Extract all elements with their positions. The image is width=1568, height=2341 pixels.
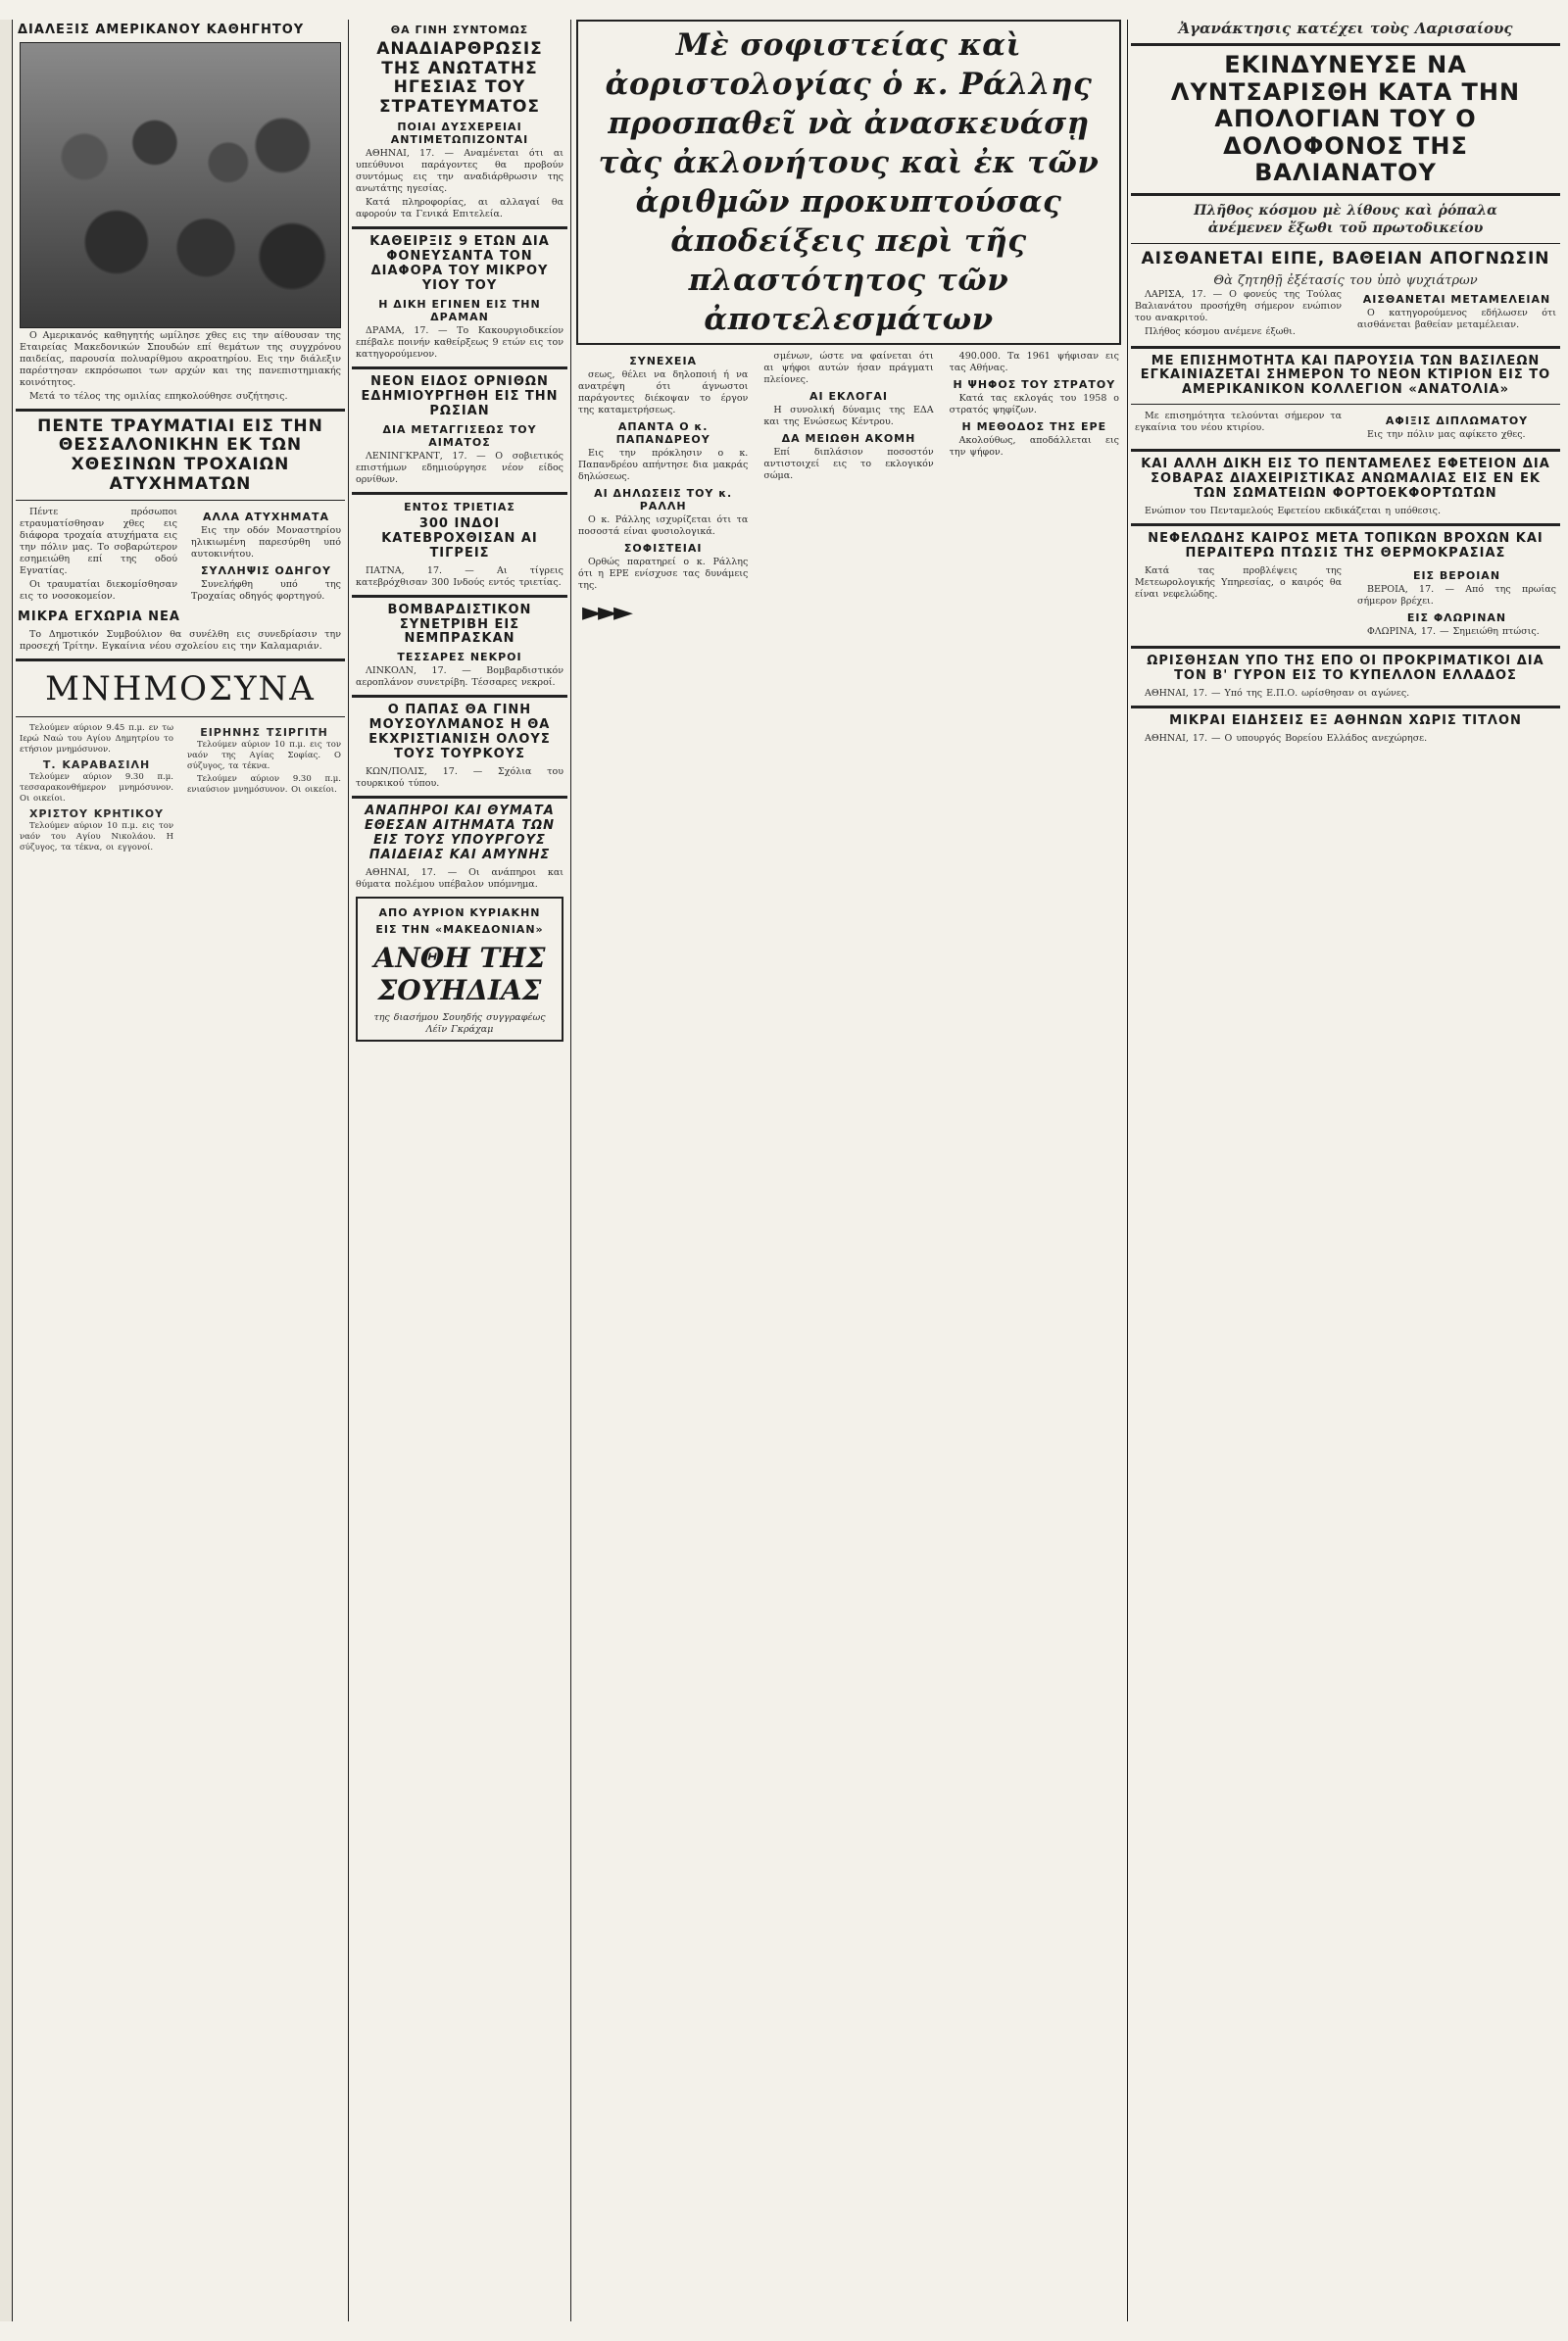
memorial-name: Τ. ΚΑΡΑΒΑΣΙΛΗ — [42, 758, 151, 772]
center-column — [574, 20, 1123, 2321]
article-text: ΑΘΗΝΑΙ, 17. — Οι ανάπηροι και θύματα πολέμου υπέβαλον υπόμνημα. — [356, 866, 564, 890]
article-text: Ενώπιον του Πενταμελούς Εφετείου εκδικάζεται η υπόθεσις. — [1145, 506, 1442, 517]
court-appeal-headline: ΚΑΙ ΑΛΛΗ ΔΙΚΗ ΕΙΣ ΤΟ ΠΕΝΤΑΜΕΛΕΣ ΕΦΕΤΕΙΟΝ ΔΙΑ ΣΟΒΑΡΑΣ ΔΙΑΧΕΙΡΙΣΤΙΚΑΣ ΑΝΩΜΑΛΙΑΣ ΕΙΣ ΕΝ ΕΚ ΤΩΝ ΣΩΜΑΤΕΙΩΝ ΦΟΡΤΟΕΚΦΟΡΤΩΤΩΝ — [1141, 457, 1550, 502]
anatolia-headline: ΜΕ ΕΠΙΣΗΜΟΤΗΤΑ ΚΑΙ ΠΑΡΟΥΣΙΑ ΤΩΝ ΒΑΣΙΛΕΩΝ ΕΓΚΑΙΝΙΑΖΕΤΑΙ ΣΗΜΕΡΟΝ ΤΟ ΝΕΟΝ ΚΤΙΡΙΟΝ ΕΙΣ ΤΟ ΑΜΕΡΙΚΑΝΙΚΟΝ ΚΟΛΛΕΓΙΟΝ «ΑΝΑΤΟΛΙΑ» — [1140, 353, 1551, 398]
article-text: Εις την πόλιν μας αφίκετο χθες. — [1367, 429, 1526, 441]
army-headline: ΑΝΑΔΙΑΡΘΡΩΣΙΣ ΤΗΣ ΑΝΩΤΑΤΗΣ ΗΓΕΣΙΑΣ ΤΟΥ ΣΤΡΑΤΕΥΜΑΤΟΣ — [376, 39, 543, 117]
subhead: ΣΥΝΕΧΕΙΑ — [629, 355, 698, 367]
pope-headline: Ο ΠΑΠΑΣ ΘΑ ΓΙΝΗ ΜΟΥΣΟΥΛΜΑΝΟΣ Η ΘΑ ΕΚΧΡΙΣΤΙΑΝΙΣΗ ΟΛΟΥΣ ΤΟΥΣ ΤΟΥΡΚΟΥΣ — [368, 703, 551, 762]
kicker: ΤΕΣΣΑΡΕΣ ΝΕΚΡΟΙ — [397, 651, 522, 664]
article-text: Κατά τας εκλογάς του 1958 ο στρατός ψηφίζων. — [949, 393, 1119, 415]
kicker: ΘΑ ΓΙΝΗ ΣΥΝΤΟΜΩΣ — [390, 24, 529, 36]
ad-line: ΕΙΣ ΤΗΝ «ΜΑΚΕΔΟΝΙΑΝ» — [375, 922, 544, 936]
subhead: ΑΙΣΘΑΝΕΤΑΙ ΜΕΤΑΜΕΛΕΙΑΝ — [1362, 292, 1551, 306]
kicker: ΕΝΤΟΣ ΤΡΙΕΤΙΑΣ — [404, 500, 515, 513]
article-text: ΔΡΑΜΑ, 17. — Το Κακουργιοδικείον επέβαλε ποινήν καθείρξεως 9 ετών εις τον κατηγορούμενον. — [356, 324, 564, 360]
article-text: σμένων, ώστε να φαίνεται ότι αι ψήφοι αυτών ήσαν πράγματι πλείονες. — [763, 351, 934, 385]
disabled-headline: ΑΝΑΠΗΡΟΙ ΚΑΙ ΘΥΜΑΤΑ ΕΘΕΣΑΝ ΑΙΤΗΜΑΤΑ ΤΩΝ ΕΙΣ ΤΟΥΣ ΥΠΟΥΡΓΟΥΣ ΠΑΙΔΕΙΑΣ ΚΑΙ ΑΜΥΝΗΣ — [364, 804, 556, 862]
second-column — [352, 20, 567, 2321]
bomber-headline: ΒΟΜΒΑΡΔΙΣΤΙΚΟΝ ΣΥΝΕΤΡΙΒΗ ΕΙΣ ΝΕΜΠΡΑΣΚΑΝ — [387, 602, 532, 647]
kicker: ΔΙΑ ΜΕΤΑΓΓΙΣΕΩΣ ΤΟΥ ΑΙΜΑΤΟΣ — [382, 422, 537, 449]
serial-ad — [356, 897, 564, 1042]
tigers-headline: 300 ΙΝΔΟΙ ΚΑΤΕΒΡΟΧΘΙΣΑΝ ΑΙ ΤΙΓΡΕΙΣ — [381, 515, 538, 561]
article-text: ΠΑΤΝΑ, 17. — Αι τίγρεις κατεβρόχθισαν 300 Ινδούς εντός τριετίας. — [356, 564, 564, 588]
article-text: Πέντε πρόσωποι ετραυματίσθησαν χθες εις διάφορα τροχαία ατυχήματα εις την πόλιν μας. Το σοβαρώτερον εσημειώθη επί της οδού Εγνατίας. Οι τραυματίαι διεκομίσθησαν εις το νοσοκομείον. — [20, 507, 177, 603]
memorial-list: ΕΙΡΗΝΗΣ ΤΣΙΡΓΙΤΗ Τελούμεν αύριον 10 π.μ. εις τον ναόν της Αγίας Σοφίας. Ο σύζυγος, τα τέκνα. Τελούμεν αύριον 9.30 π.μ. ενιαύσιον μνημόσυνον. Οι οικείοι. — [187, 726, 341, 796]
article-text: 490.000. Τα 1961 ψήφισαν εις τας Αθήνας. — [949, 351, 1119, 373]
subhead: ΔΑ ΜΕΙΩΘΗ ΑΚΟΜΗ — [781, 432, 916, 445]
article-text: Ο κ. Ράλλης ισχυρίζεται ότι τα ποσοστά είναι φυσιολογικά. — [578, 514, 749, 537]
kicker: ΠΟΙΑΙ ΔΥΣΧΕΡΕΙΑΙ ΑΝΤΙΜΕΤΩΠΙΖΟΝΤΑΙ — [390, 121, 529, 147]
article-text: Ο Αμερικανός καθηγητής ωμίλησε χθες εις την αίθουσαν της Εταιρείας Μακεδονικών Σπουδών επί θεμάτων της συγχρόνου παιδείας, παρουσία πολυαρίθμου ακροατηρίου. Εις την διάλεξιν παρέστησαν εκπρόσωποι των αρχών και της πανεπιστημιακής κοινότητος. Μετά το τέλος της ομιλίας επηκολούθησε συζήτησις. — [20, 329, 341, 402]
right-column — [1131, 20, 1560, 2321]
column-rule — [12, 20, 13, 2321]
article-text: Εις την πρόκλησιν ο κ. Παπανδρέου απήντησε δια μακράς δηλώσεως. — [578, 448, 749, 482]
article-text: Ακολούθως, αποδάλλεται εις την ψήφον. — [949, 435, 1119, 458]
subhead: ΑΙ ΕΚΛΟΓΑΙ — [809, 390, 888, 403]
ad-subtitle: της διασήμου Σουηδής συγγραφέως Λέϊν Γκράχαμ — [373, 1011, 546, 1035]
article-text: Ορθώς παρατηρεί ο κ. Ράλλης ότι η ΕΡΕ ενίσχυσε τας δυνάμεις της. — [578, 557, 749, 591]
memorial-list: Τελούμεν αύριον 9.45 π.μ. εν τω Ιερώ Ναώ του Αγίου Δημητρίου το ετήσιον μνημόσυνον. Τ. ΚΑΡΑΒΑΣΙΛΗ Τελούμεν αύριον 9.30 π.μ. τεσσαρακονθήμερον μνημόσυνον. Οι οικείοι. ΧΡΙΣΤΟΥ ΚΡΗΤΙΚΟΥ Τελούμεν αύριον 10 π.μ. εις τον ναόν του Αγίου Νικολάου. Η σύζυγος, τα τέκνα, οι εγγονοί. — [20, 723, 173, 853]
article-text: Το Δημοτικόν Συμβούλιον θα συνέλθη εις συνεδρίασιν την προσεχή Τρίτην. Εγκαίνια νέου σχολείου εις την Καλαμαριάν. — [20, 629, 341, 653]
continued-arrows: ►►► — [582, 598, 629, 627]
article-text: ΑΘΗΝΑΙ, 17. — Υπό της Ε.Π.Ο. ωρίσθησαν οι αγώνες. — [1145, 687, 1410, 699]
article-text: Η συνολική δύναμις της ΕΔΑ και της Ενώσεως Κέντρου. — [763, 405, 934, 427]
quote-subheadline: Θὰ ζητηθῇ ἐξέτασίς του ὑπὸ ψυχιάτρων — [1213, 272, 1478, 288]
article-text: ΒΕΡΟΙΑ, 17. — Από της πρωίας σήμερον βρέχει. — [1357, 584, 1556, 608]
article-text: Συνελήφθη υπό της Τροχαίας οδηγός φορτηγού. — [191, 579, 341, 603]
article-text: ΛΑΡΙΣΑ, 17. — Ο φονεύς της Τούλας Βαλιανάτου προσήχθη σήμερον ενώπιον του ανακριτού. Πλήθος κόσμου ανέμενε έξωθι. — [1135, 288, 1342, 337]
subhead: ΣΟΦΙΣΤΕΙΑΙ — [623, 542, 703, 555]
larissa-headline: ΕΚΙΝΔΥΝΕΥΣΕ ΝΑ ΛΥΝΤΣΑΡΙΣΘΗ ΚΑΤΑ ΤΗΝ ΑΠΟΛΟΓΙΑΝ ΤΟΥ Ο ΔΟΛΟΦΟΝΟΣ ΤΗΣ ΒΑΛΙΑΝΑΤΟΥ — [1170, 51, 1521, 187]
ad-kicker: ΑΠΟ ΑΥΡΙΟΝ ΚΥΡΙΑΚΗΝ — [378, 905, 541, 919]
main-banner: Μὲ σοφιστείας καὶ ἀοριστολογίας ὁ κ. Ράλλης προσπαθεῖ νὰ ἀνασκευάσῃ τὰς ἀκλονήτους καὶ ἐκ τῶν ἀριθμῶν προκυπτούσας ἀποδείξεις περὶ τῆς πλαστότητος τῶν ἀποτελεσμάτων — [598, 27, 1100, 337]
memorial-name: ΧΡΙΣΤΟΥ ΚΡΗΤΙΚΟΥ — [28, 807, 165, 821]
article-text: Εις την οδόν Μοναστηρίου ηλικιωμένη παρεσύρθη υπό αυτοκινήτου. — [191, 525, 341, 561]
weather-headline: ΝΕΦΕΛΩΔΗΣ ΚΑΙΡΟΣ ΜΕΤΑ ΤΟΠΙΚΩΝ ΒΡΟΧΩΝ ΚΑΙ ΠΕΡΑΙΤΕΡΩ ΠΤΩΣΙΣ ΤΗΣ ΘΕΡΜΟΚΡΑΣΙΑΣ — [1148, 531, 1544, 561]
small-news-headline: ΜΙΚΡΑ ΕΓΧΩΡΙΑ ΝΕΑ — [18, 610, 180, 625]
cup-headline: ΩΡΙΣΘΗΣΑΝ ΥΠΟ ΤΗΣ ΕΠΟ ΟΙ ΠΡΟΚΡΙΜΑΤΙΚΟΙ ΔΙΑ ΤΟΝ Β' ΓΥΡΟΝ ΕΙΣ ΤΟ ΚΥΠΕΛΛΟΝ ΕΛΛΑΔΟΣ — [1147, 654, 1544, 683]
main-banner-box — [576, 20, 1121, 345]
memorial-name: ΕΙΡΗΝΗΣ ΤΣΙΡΓΙΤΗ — [200, 726, 328, 740]
subhead: ΑΛΛΑ ΑΤΥΧΗΜΑΤΑ — [202, 511, 330, 524]
article-text: σεως, θέλει να δηλοποιή ή να ανατρέψη ότι άγνωστοι παράγοντες διέκοψαν το έργον της καταμετρήσεως. — [578, 369, 749, 415]
subhead: ΑΦΙΞΙΣ ΔΙΠΛΩΜΑΤΟΥ — [1385, 415, 1529, 428]
article-text: ΑΘΗΝΑΙ, 17. — Ο υπουργός Βορείου Ελλάδος ανεχώρησε. — [1145, 732, 1428, 744]
subhead: ΑΠΑΝΤΑ Ο κ. ΠΑΠΑΝΔΡΕΟΥ — [615, 420, 710, 446]
athens-headline: ΜΙΚΡΑΙ ΕΙΔΗΣΕΙΣ ΕΞ ΑΘΗΝΩΝ ΧΩΡΙΣ ΤΙΤΛΟΝ — [1169, 712, 1522, 728]
subheadline: ἀνέμενεν ἔξωθι τοῦ πρωτοδικείου — [1207, 219, 1484, 236]
ad-title: ΑΝΘΗ ΤΗΣ ΣΟΥΗΔΙΑΣ — [373, 941, 546, 1006]
torn-edge — [0, 20, 12, 2321]
russia-headline: ΝΕΟΝ ΕΙΔΟΣ ΟΡΝΙΘΩΝ ΕΔΗΜΙΟΥΡΓΗΘΗ ΕΙΣ ΤΗΝ ΡΩΣΙΑΝ — [361, 373, 559, 418]
subhead: ΕΙΣ ΦΛΩΡΙΝΑΝ — [1406, 611, 1507, 625]
article-text: ΛΙΝΚΟΛΝ, 17. — Βομβαρδιστικόν αεροπλάνον συνετρίβη. Τέσσαρες νεκροί. — [356, 665, 564, 689]
subhead: ΣΥΛΛΗΨΙΣ ΟΔΗΓΟΥ — [201, 564, 331, 578]
article-text: Με επισημότητα τελούνται σήμερον τα εγκαίνια του νέου κτιρίου. — [1135, 411, 1342, 434]
subhead: ΑΙ ΔΗΛΩΣΕΙΣ ΤΟΥ κ. ΡΑΛΛΗ — [594, 487, 733, 512]
subhead: Η ΨΗΦΟΣ ΤΟΥ ΣΤΡΑΤΟΥ — [953, 378, 1116, 391]
subheadline: Πλῆθος κόσμου μὲ λίθους καὶ ῥόπαλα — [1194, 202, 1497, 219]
court-headline: ΚΑΘΕΙΡΞΙΣ 9 ΕΤΩΝ ΔΙΑ ΦΟΝΕΥΣΑΝΤΑ ΤΟΝ ΔΙΑΦΟΡΑ ΤΟΥ ΜΙΚΡΟΥ ΥΙΟΥ ΤΟΥ — [369, 234, 550, 293]
accidents-headline: ΠΕΝΤΕ ΤΡΑΥΜΑΤΙΑΙ ΕΙΣ ΤΗΝ ΘΕΣΣΑΛΟΝΙΚΗΝ ΕΚ ΤΩΝ ΧΘΕΣΙΝΩΝ ΤΡΟΧΑΙΩΝ ΑΤΥΧΗΜΑΤΩΝ — [37, 415, 323, 494]
column-rule — [570, 20, 571, 2321]
photo-caption: ΔΙΑΛΕΞΙΣ ΑΜΕΡΙΚΑΝΟΥ ΚΑΘΗΓΗΤΟΥ — [18, 23, 305, 37]
article-text: Επί διπλάσιον ποσοστόν αντιστοιχεί εις το εκλογικόν σώμα. — [763, 447, 934, 481]
lecture-photo — [20, 42, 341, 328]
left-column — [16, 20, 345, 2321]
article-text: Κατά τας προβλέψεις της Μετεωρολογικής Υπηρεσίας, ο καιρός θα είναι νεφελώδης. — [1135, 565, 1342, 601]
kicker: Ἀγανάκτησις κατέχει τοὺς Λαρισαίους — [1178, 20, 1513, 37]
article-text: ΚΩΝ/ΠΟΛΙΣ, 17. — Σχόλια του τουρκικού τύπου. — [356, 766, 564, 790]
kicker: Η ΔΙΚΗ ΕΓΙΝΕΝ ΕΙΣ ΤΗΝ ΔΡΑΜΑΝ — [378, 297, 541, 323]
memorial-title: ΜΝΗΜΟΣΥΝΑ — [45, 669, 316, 709]
article-text: ΛΕΝΙΝΓΚΡΑΝΤ, 17. — Ο σοβιετικός επιστήμων εδημιούργησε νέον είδος ορνίθων. — [356, 450, 564, 485]
subhead: Η ΜΕΘΟΔΟΣ ΤΗΣ ΕΡΕ — [961, 420, 1107, 433]
column-rule — [348, 20, 349, 2321]
column-rule — [1127, 20, 1128, 2321]
article-text: ΦΛΩΡΙΝΑ, 17. — Σημειώθη πτώσις. — [1367, 626, 1540, 638]
article-text: Ο κατηγορούμενος εδήλωσεν ότι αισθάνεται βαθείαν μεταμέλειαν. — [1357, 307, 1556, 330]
quote-headline: ΑΙΣΘΑΝΕΤΑΙ ΕΙΠΕ, ΒΑΘΕΙΑΝ ΑΠΟΓΝΩΣΙΝ — [1141, 248, 1550, 268]
article-text: ΑΘΗΝΑΙ, 17. — Αναμένεται ότι αι υπεύθυνοι παράγοντες θα προβούν συντόμως εις την αναδιάρθρωσιν της ανωτάτης ηγεσίας. Κατά πληροφορίας, αι αλλαγαί θα αφορούν τα Γενικά Επιτελεία. — [356, 148, 564, 220]
subhead: ΕΙΣ ΒΕΡΟΙΑΝ — [1412, 569, 1501, 583]
